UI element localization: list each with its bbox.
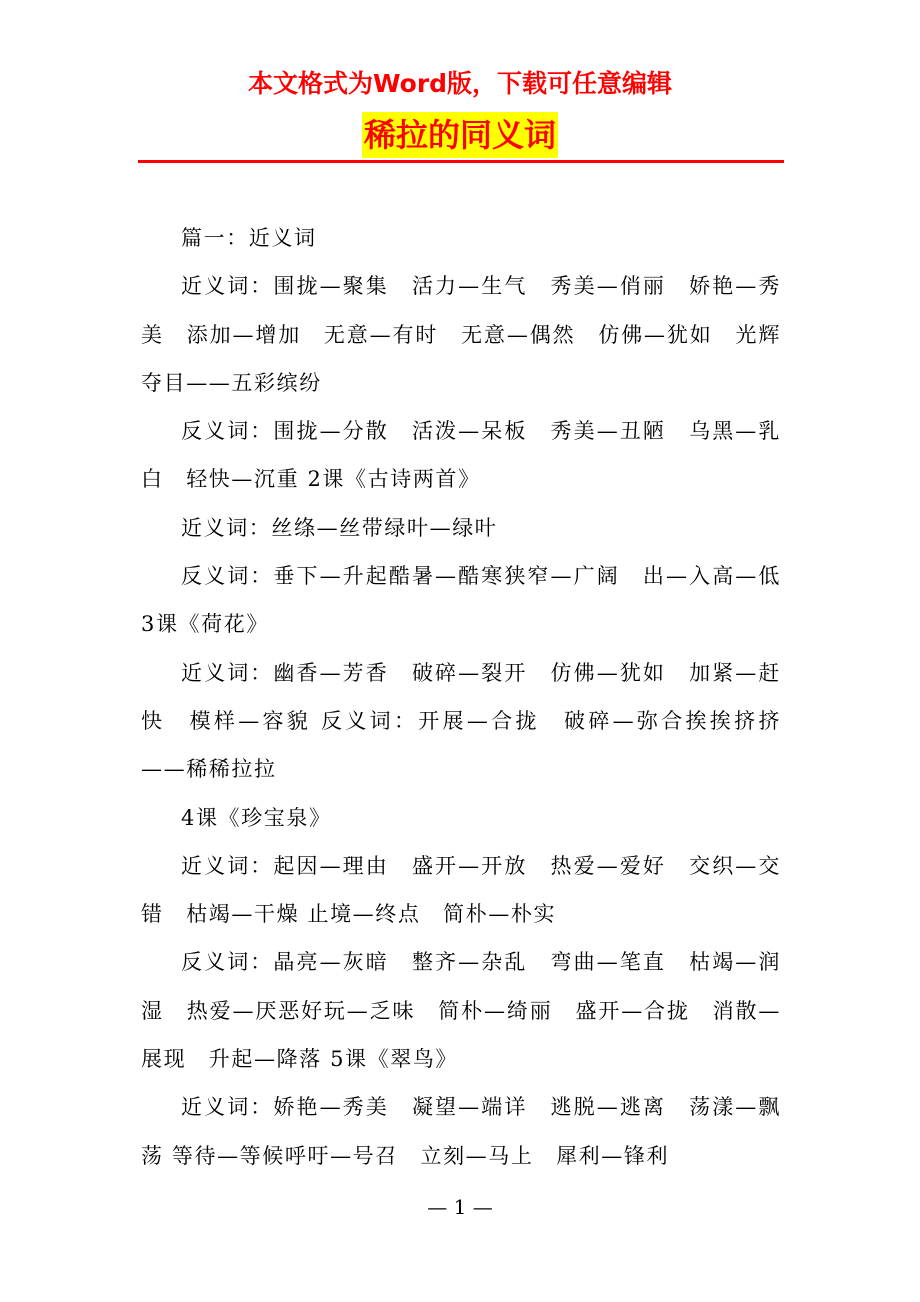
document-title: 稀拉的同义词 xyxy=(362,112,558,158)
format-banner: 本文格式为Word版，下载可任意编辑 xyxy=(247,69,673,98)
title-divider xyxy=(138,160,784,163)
section-heading: 篇一：近义词 xyxy=(181,226,317,250)
paragraph-antonyms-1: 反义词：围拢—分散 活泼—呆板 秀美—丑陋 乌黑—乳白 轻快—沉重 2课《古诗两首》 xyxy=(141,419,781,492)
paragraph-antonyms-2: 反义词：垂下—升起酷暑—酷寒狭窄—广阔 出—入高—低 3课《荷花》 xyxy=(141,564,781,637)
paragraph-synonyms-2: 近义词：丝绦—丝带绿叶—绿叶 xyxy=(181,515,498,540)
lesson-heading-4: 4课《珍宝泉》 xyxy=(181,805,332,830)
paragraph-synonyms-5: 近义词：娇艳—秀美 凝望—端详 逃脱—逃离 荡漾—飘荡 等待—等候呼吁—号召 立刻—马上 犀利—锋利 xyxy=(141,1095,781,1168)
title-container xyxy=(0,112,920,158)
paragraph-antonyms-4: 反义词：晶亮—灰暗 整齐—杂乱 弯曲—笔直 枯竭—润湿 热爱—厌恶好玩—乏味 简朴—绮丽 盛开—合拢 消散—展现 升起—降落 5课《翠鸟》 xyxy=(141,950,781,1072)
page-number: — 1 — xyxy=(427,1195,493,1219)
paragraph-synonyms-3: 近义词：幽香—芳香 破碎—裂开 仿佛—犹如 加紧—赶快 模样—容貌 反义词：开展—合拢 破碎—弥合挨挨挤挤——稀稀拉拉 xyxy=(141,660,781,782)
paragraph-synonyms-1: 近义词：围拢—聚集 活力—生气 秀美—俏丽 娇艳—秀美 添加—增加 无意—有时 无意—偶然 仿佛—犹如 光辉夺目——五彩缤纷 xyxy=(141,274,781,395)
paragraph-synonyms-4: 近义词：起因—理由 盛开—开放 热爱—爱好 交织—交错 枯竭—干燥 止境—终点 简朴—朴实 xyxy=(141,853,781,927)
document-body xyxy=(141,214,781,1180)
